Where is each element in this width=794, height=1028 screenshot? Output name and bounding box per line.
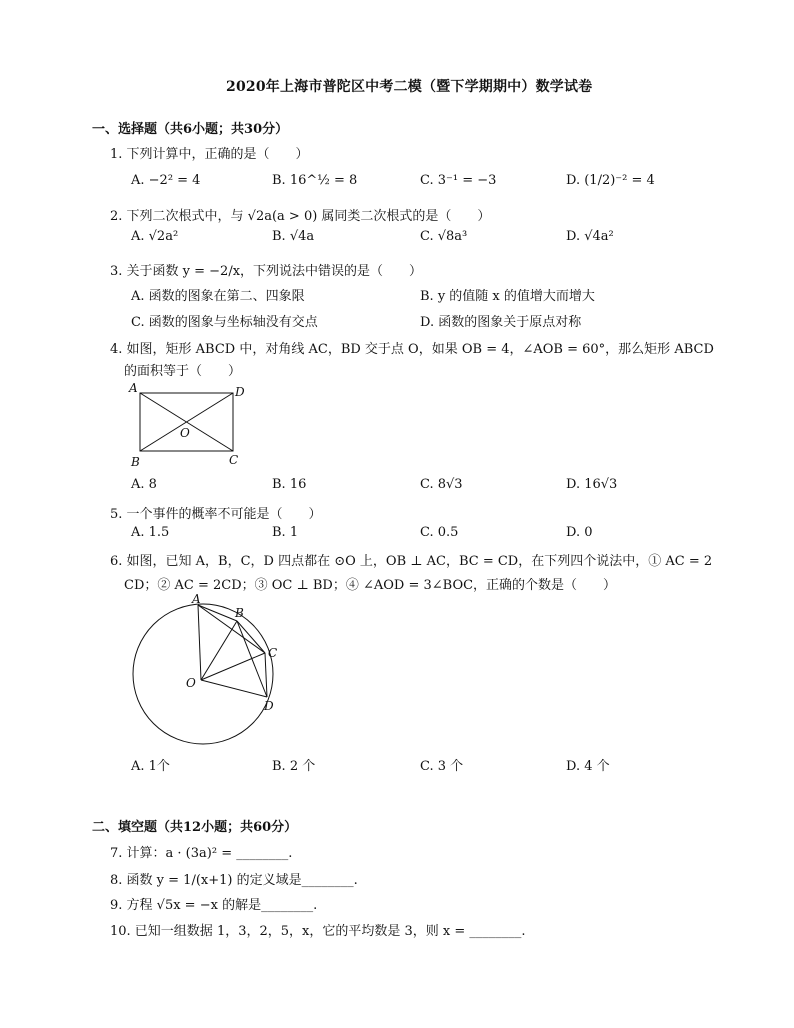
segment-bc [237, 621, 265, 653]
question-6-option-b: B. 2 个 [272, 759, 316, 774]
question-4-line-1: 4. 如图，矩形 ABCD 中，对角线 AC，BD 交于点 O，如果 OB = 4，∠AOB = 60°，那么矩形 ABCD [110, 342, 714, 357]
question-3-option-c: C. 函数的图象与坐标轴没有交点 [131, 315, 318, 330]
question-4-option-c: C. 8√3 [420, 477, 463, 492]
question-1-option-b: B. 16^½ = 8 [272, 173, 358, 188]
question-3-option-a: A. 函数的图象在第二、四象限 [131, 289, 305, 304]
question-6-option-a: A. 1个 [131, 759, 170, 774]
circle-figure [125, 590, 290, 750]
segment-cd [265, 653, 267, 697]
circle-o [133, 604, 273, 744]
question-6-option-d: D. 4 个 [566, 759, 610, 774]
segment-ac [198, 605, 265, 653]
question-9: 9. 方程 √5x = −x 的解是________. [110, 898, 318, 913]
question-5-option-a: A. 1.5 [131, 525, 170, 540]
question-1-option-d: D. (1/2)⁻² = 4 [566, 173, 655, 188]
rectangle-figure [125, 380, 255, 472]
question-4-line-2: 的面积等于（ ） [124, 364, 242, 379]
question-6-option-c: C. 3 个 [420, 759, 464, 774]
section-heading-fill: 二、填空题（共12小题；共60分） [92, 820, 298, 835]
question-1-option-c: C. 3⁻¹ = −3 [420, 173, 497, 188]
label-o: O [186, 676, 196, 690]
label-a: A [129, 381, 138, 395]
question-4-option-a: A. 8 [131, 477, 157, 492]
question-3-option-b: B. y 的值随 x 的值增大而增大 [420, 289, 595, 304]
question-10: 10. 已知一组数据 1，3，2，5，x，它的平均数是 3，则 x = ________. [110, 924, 526, 939]
question-5-option-d: D. 0 [566, 525, 593, 540]
question-8: 8. 函数 y = 1/(x+1) 的定义域是________. [110, 873, 358, 888]
question-6-line-2: CD；② AC = 2CD；③ OC ⊥ BD；④ ∠AOD = 3∠BOC，正确的个数是（ ） [124, 578, 617, 593]
label-d: D [235, 385, 245, 399]
question-7: 7. 计算：a · (3a)² = ________. [110, 846, 293, 861]
question-5-option-c: C. 0.5 [420, 525, 459, 540]
label-a: A [192, 592, 201, 606]
question-1-option-a: A. −2² = 4 [131, 173, 201, 188]
question-4-option-b: B. 16 [272, 477, 307, 492]
segment-ob [201, 621, 237, 680]
question-1-stem: 1. 下列计算中，正确的是（ ） [110, 147, 309, 162]
label-c: C [229, 453, 239, 467]
question-2-option-a: A. √2a² [131, 229, 179, 244]
question-5-option-b: B. 1 [272, 525, 299, 540]
question-3-option-d: D. 函数的图象关于原点对称 [420, 315, 582, 330]
label-b: B [235, 606, 244, 620]
segment-od [201, 680, 267, 697]
section-heading-choice: 一、选择题（共6小题；共30分） [92, 122, 289, 137]
label-d: D [264, 699, 274, 713]
label-c: C [268, 646, 278, 660]
question-4-option-d: D. 16√3 [566, 477, 618, 492]
page-title: 2020年上海市普陀区中考二模（暨下学期期中）数学试卷 [226, 79, 593, 95]
question-2-option-d: D. √4a² [566, 229, 614, 244]
question-2-stem: 2. 下列二次根式中，与 √2a(a > 0) 属同类二次根式的是（ ） [110, 209, 491, 224]
question-2-option-c: C. √8a³ [420, 229, 468, 244]
segment-bd [237, 621, 267, 697]
question-6-line-1: 6. 如图，已知 A，B，C，D 四点都在 ⊙O 上，OB ⊥ AC，BC = CD，在下列四个说法中，① AC = 2 [110, 554, 713, 569]
question-3-stem: 3. 关于函数 y = −2/x，下列说法中错误的是（ ） [110, 264, 423, 279]
label-o: O [180, 426, 190, 440]
label-b: B [131, 455, 140, 469]
question-5-stem: 5. 一个事件的概率不可能是（ ） [110, 507, 322, 522]
question-2-option-b: B. √4a [272, 229, 315, 244]
segment-oa [198, 605, 201, 680]
